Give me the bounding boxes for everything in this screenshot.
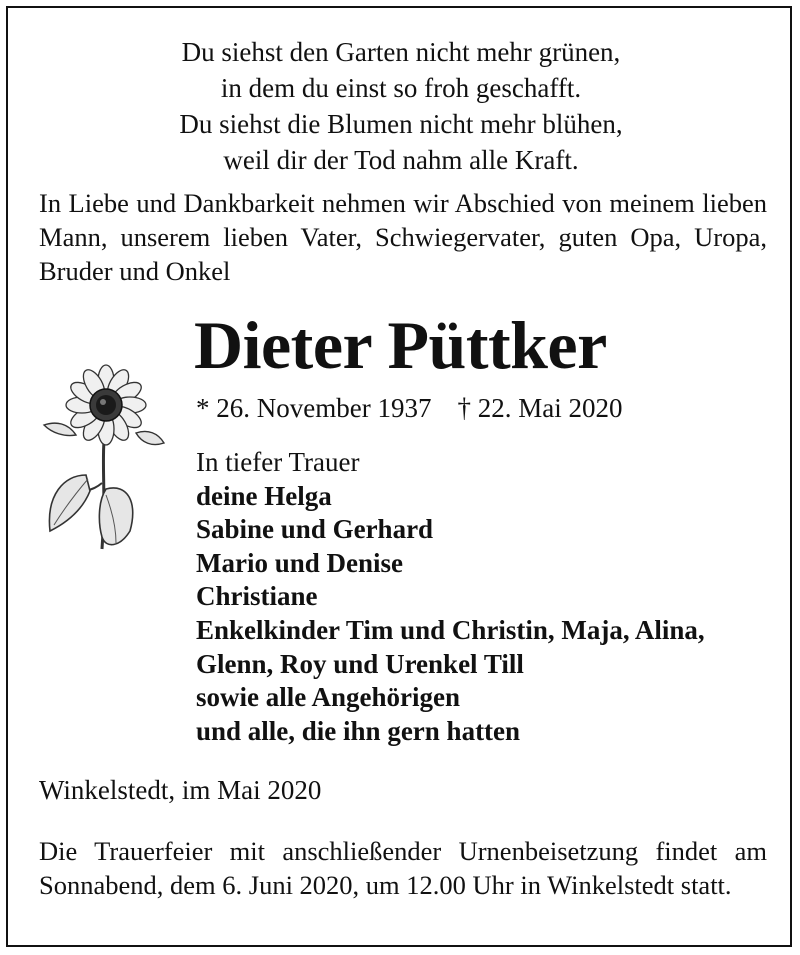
mourner-line: Glenn, Roy und Urenkel Till bbox=[196, 648, 524, 679]
poem-line: weil dir der Tod nahm alle Kraft. bbox=[223, 145, 579, 175]
mourner-line: und alle, die ihn gern hatten bbox=[196, 715, 521, 746]
poem-line: Du siehst die Blumen nicht mehr blühen, bbox=[179, 109, 623, 139]
place-date: Winkelstedt, im Mai 2020 bbox=[39, 775, 322, 805]
poem bbox=[8, 34, 794, 178]
mourners-list bbox=[196, 446, 705, 748]
mourners-heading: In tiefer Trauer bbox=[196, 447, 360, 477]
sunflower-icon bbox=[36, 363, 186, 563]
mourner-line: Sabine und Gerhard bbox=[196, 514, 434, 545]
obituary-frame bbox=[6, 6, 792, 947]
mourner-line: deine Helga bbox=[196, 480, 332, 511]
life-dates bbox=[196, 390, 622, 426]
mourner-line: Christiane bbox=[196, 581, 318, 612]
birth-date: * 26. November 1937 bbox=[196, 393, 432, 423]
mourner-line: Enkelkinder Tim und Christin, Maja, Alina, bbox=[196, 614, 705, 645]
funeral-notice: Die Trauerfeier mit anschließender Urnenbeisetzung findet am Sonnabend, dem 6. Juni 2020, um 12.00 Uhr in Winkelstedt statt. bbox=[39, 836, 767, 900]
death-date: † 22. Mai 2020 bbox=[457, 393, 623, 423]
intro-text: In Liebe und Dankbarkeit nehmen wir Abschied von meinem lieben Mann, unserem lieben Vater, Schwiegervater, guten Opa, Uropa, Bruder und Onkel bbox=[39, 188, 767, 286]
poem-line: in dem du einst so froh geschafft. bbox=[220, 73, 582, 103]
deceased-name: Dieter Püttker bbox=[194, 307, 607, 383]
poem-line: Du siehst den Garten nicht mehr grünen, bbox=[181, 37, 621, 67]
mourner-line: sowie alle Angehörigen bbox=[196, 682, 460, 713]
mourner-line: Mario und Denise bbox=[196, 547, 404, 578]
